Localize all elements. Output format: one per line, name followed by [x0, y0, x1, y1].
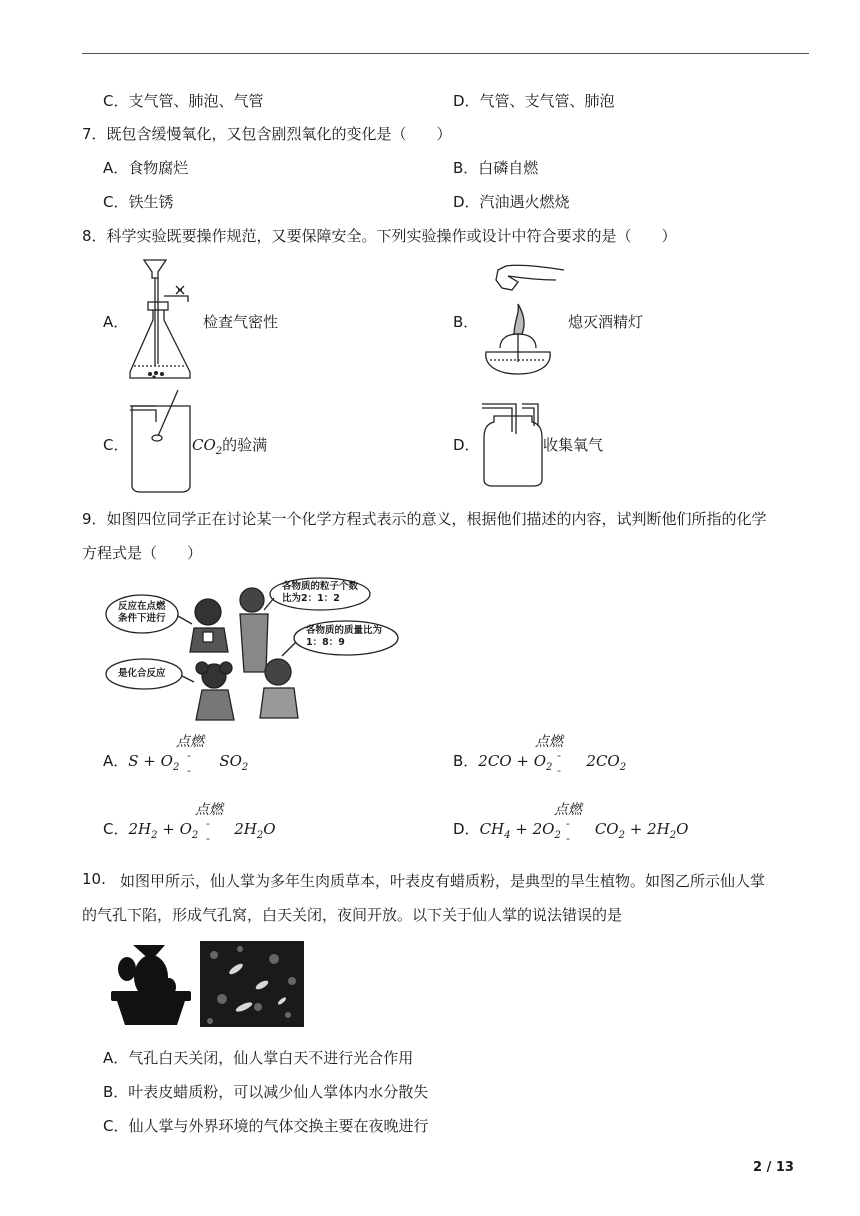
q7-option-c: C．铁生锈 [103, 193, 174, 211]
q9-b-equal-mark-bottom: - [557, 764, 561, 777]
q8-option-a-letter: A． [103, 313, 129, 331]
q10-option-a: A．气孔白天关闭，仙人掌白天不进行光合作用 [103, 1049, 414, 1067]
bubble-particle-ratio: 各物质的粒子个数 比为2：1：2 [282, 581, 359, 604]
flask-airtight-check-illustration [126, 256, 196, 384]
q6-option-c: C．支气管、肺泡、气管 [103, 92, 264, 110]
q10-number: 10. [82, 870, 106, 888]
q9-c-equal-mark-top: - [206, 817, 210, 830]
q9-a-condition: 点燃 [176, 734, 204, 750]
q10-stem-line2: 的气孔下陷，形成气孔窝，白天关闭，夜间开放。以下关于仙人掌的说法错误的是 [82, 906, 623, 924]
q8-option-c-letter: C． [103, 436, 129, 454]
page-number: 2 / 13 [753, 1160, 794, 1175]
q9-b-condition: 点燃 [535, 734, 563, 750]
q9-b-equal-mark-top: - [557, 749, 561, 762]
q9-option-d: D．$CH_4 + 2O_2$ $CO_2 + 2H_2O$ [453, 820, 689, 841]
q8-option-d-text: 收集氧气 [543, 436, 604, 454]
stomata-micrograph-figure [200, 941, 304, 1027]
q9-c-condition: 点燃 [195, 802, 223, 818]
header-rule [82, 53, 809, 54]
q9-a-equal-mark-bottom: - [187, 764, 191, 777]
alcohol-lamp-blowing-illustration [478, 262, 570, 380]
bubble-mass-ratio: 各物质的质量比为 1：8：9 [306, 625, 383, 648]
co2-formula: CO [192, 436, 216, 454]
q8-option-c-label [192, 434, 267, 457]
q9-d-equal-mark-bottom: - [566, 832, 570, 845]
q9-a-equal-mark-top: - [187, 749, 191, 762]
q8-option-d-letter: D． [453, 436, 480, 454]
q8-option-a-text: 检查气密性 [203, 313, 279, 331]
q9-d-equal-mark-top: - [566, 817, 570, 830]
co2-bottle-test-illustration [128, 388, 194, 494]
bubble-combination: 是化合反应 [118, 668, 166, 679]
q6-option-d: D．气管、支气管、肺泡 [453, 92, 615, 110]
q8-option-b-text: 熄灭酒精灯 [568, 313, 644, 331]
q9-option-b: B．$2CO + O_2$ $2CO_2$ [453, 752, 627, 773]
q7-option-b: B．白磷自燃 [453, 159, 539, 177]
q7-option-a: A．食物腐烂 [103, 159, 189, 177]
co2-verify-text: 的验满 [222, 436, 268, 454]
q9-d-condition: 点燃 [554, 802, 582, 818]
q8-option-b-letter: B． [453, 313, 479, 331]
bubble-ignition: 反应在点燃 条件下进行 [118, 601, 166, 624]
q9-option-a: A．$S + O_2$ $SO_2$ [103, 752, 249, 773]
q10-stem-line1: 如图甲所示，仙人掌为多年生肉质草本，叶表皮有蜡质粉，是典型的旱生植物。如图乙所示仙人掌 [120, 872, 766, 890]
q7-stem: 7．既包含缓慢氧化，又包含剧烈氧化的变化是（ ） [82, 125, 452, 143]
q10-option-c: C．仙人掌与外界环境的气体交换主要在夜晚进行 [103, 1117, 429, 1135]
co2-subscript: 2 [215, 446, 223, 457]
q8-stem: 8．科学实验既要操作规范，又要保障安全。下列实验操作或设计中符合要求的是（ ） [82, 227, 677, 245]
q9-option-c: C．$2H_2 + O_2$ $2H_2O$ [103, 820, 276, 841]
cactus-pot-figure [103, 937, 195, 1027]
gas-collection-bottle-illustration [480, 398, 546, 488]
q7-option-d: D．汽油遇火燃烧 [453, 193, 570, 211]
q9-c-equal-mark-bottom: - [206, 832, 210, 845]
q9-stem-line2: 方程式是（ ） [82, 544, 203, 562]
q9-stem-line1: 9．如图四位同学正在讨论某一个化学方程式表示的意义，根据他们描述的内容，试判断他们所指的化学 [82, 510, 767, 528]
q10-option-b: B．叶表皮蜡质粉，可以减少仙人掌体内水分散失 [103, 1083, 429, 1101]
students-discussion-figure [98, 572, 408, 724]
